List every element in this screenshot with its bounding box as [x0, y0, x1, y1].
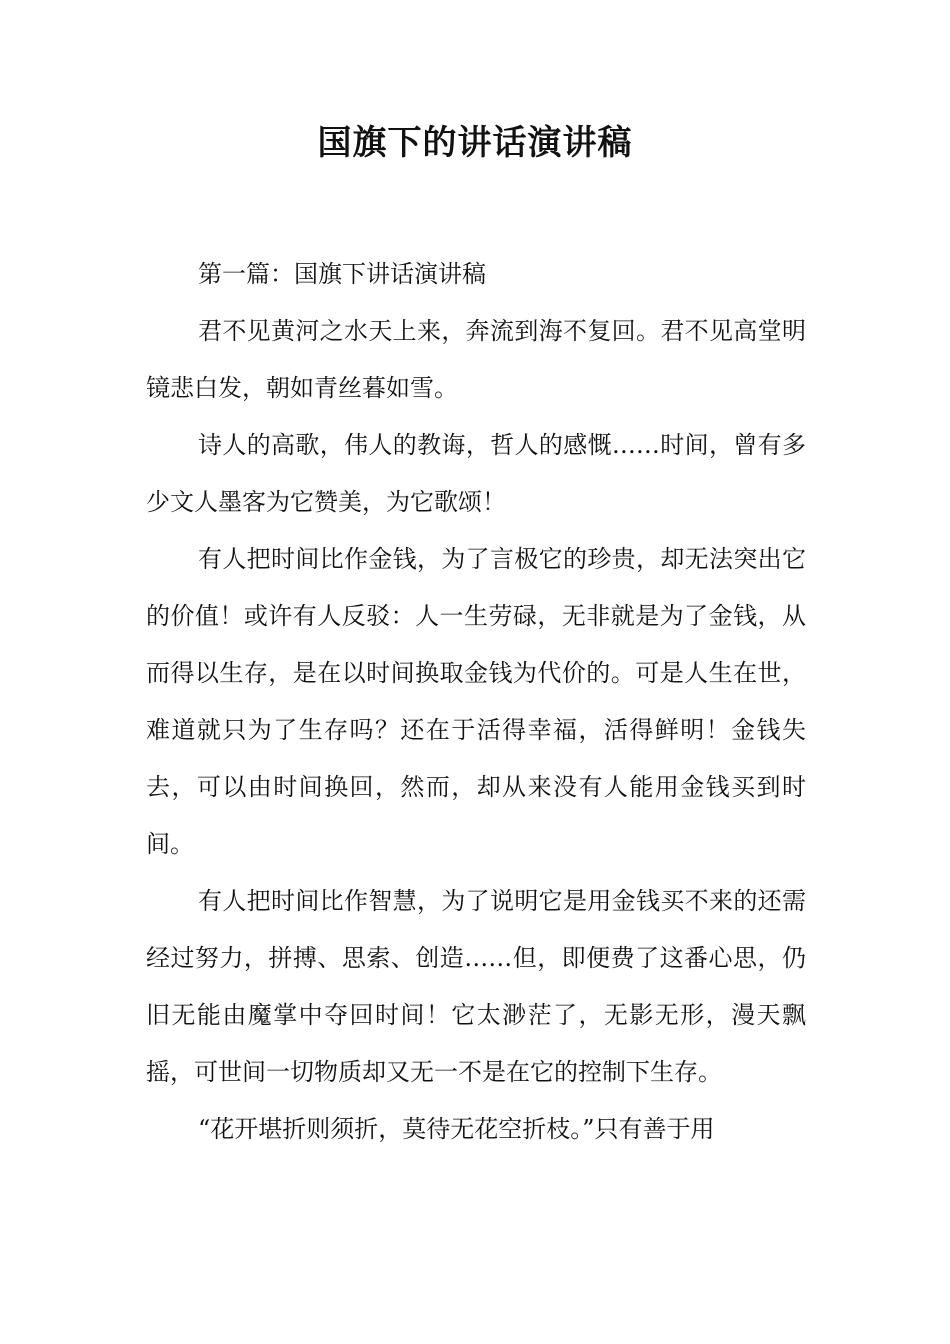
paragraph: 有人把时间比作金钱，为了言极它的珍贵，却无法突出它的价值！或许有人反驳：人一生劳碌，无非就是为了金钱，从而得以生存，是在以时间换取金钱为代价的。可是人生在世，难道就只为了生存吗？还在于活得幸福，活得鲜明！金钱失去，可以由时间换回，然而，却从来没有人能用金钱买到时间。	[146, 545, 806, 858]
document-body	[146, 246, 806, 1158]
paragraph-section-heading: 第一篇：国旗下讲话演讲稿	[198, 260, 486, 288]
paragraph: 君不见黄河之水天上来，奔流到海不复回。君不见高堂明镜悲白发，朝如青丝暮如雪。	[146, 317, 806, 402]
paragraph: 诗人的高歌，伟人的教诲，哲人的感慨……时间，曾有多少文人墨客为它赞美，为它歌颂！	[146, 431, 806, 516]
paragraph: “花开堪折则须折，莫待无花空折枝。”只有善于用	[198, 1115, 715, 1143]
paragraph: 有人把时间比作智慧，为了说明它是用金钱买不来的还需经过努力，拼搏、思索、创造……但，即便费了这番心思，仍旧无能由魔掌中夺回时间！它太渺茫了，无影无形，漫天飘摇，可世间一切物质却又无一不是在它的控制下生存。	[146, 887, 806, 1086]
document-title: 国旗下的讲话演讲稿	[317, 123, 633, 163]
